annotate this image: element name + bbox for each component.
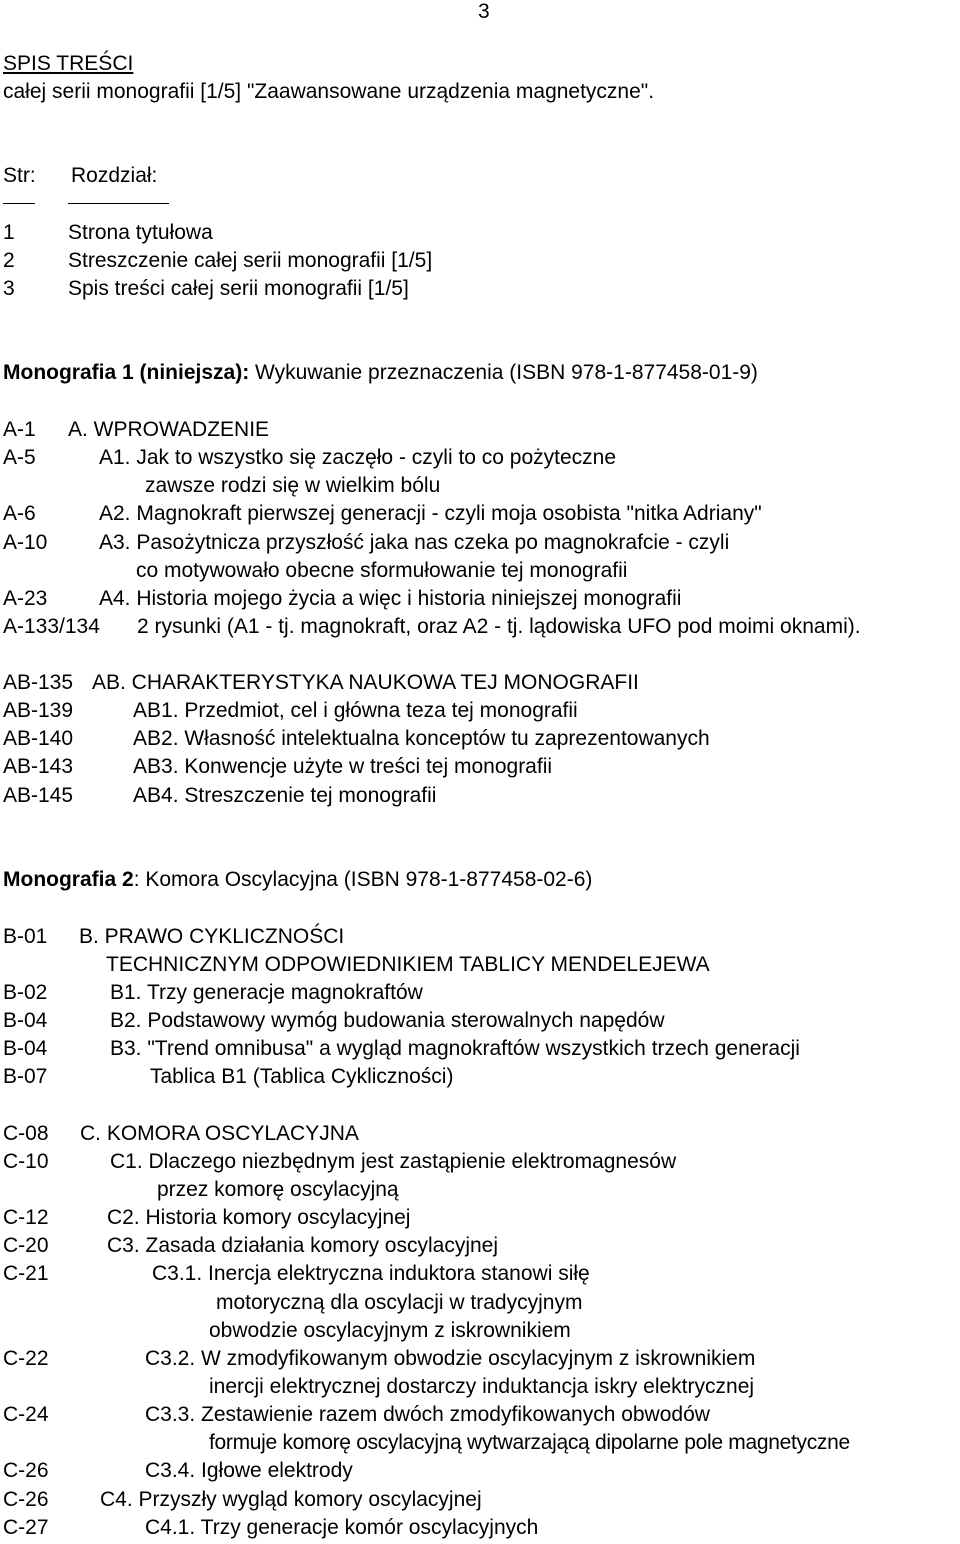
monograph-2-title: : Komora Oscylacyjna (ISBN 978-1-877458-02-6): [133, 868, 593, 891]
toc-entry-continuation: formuje komorę oscylacyjną wytwarzającą dipolarne pole magnetyczne: [209, 1431, 850, 1454]
toc-page: C-27: [3, 1516, 49, 1539]
toc-entry-continuation: obwodzie oscylacyjnym z iskrownikiem: [209, 1319, 571, 1342]
toc-entry: B1. Trzy generacje magnokraftów: [110, 981, 423, 1004]
intro-page: 2: [3, 249, 15, 272]
toc-page: C-10: [3, 1150, 49, 1173]
toc-page: AB-145: [3, 784, 74, 807]
toc-entry: AB1. Przedmiot, cel i główna teza tej monografii: [133, 699, 578, 722]
toc-entry: A3. Pasożytnicza przyszłość jaka nas czeka po magnokrafcie - czyli: [99, 531, 730, 554]
toc-entry: A. WPROWADZENIE: [68, 418, 270, 441]
toc-entry-continuation: TECHNICZNYM ODPOWIEDNIKIEM TABLICY MENDELEJEWA: [106, 953, 710, 976]
toc-page: C-08: [3, 1122, 49, 1145]
toc-entry: AB. CHARAKTERYSTYKA NAUKOWA TEJ MONOGRAFII: [92, 671, 639, 694]
toc-entry-continuation: co motywowało obecne sformułowanie tej monografii: [136, 559, 628, 582]
toc-page: B-01: [3, 925, 48, 948]
toc-entry: C3.3. Zestawienie razem dwóch zmodyfikowanych obwodów: [145, 1403, 710, 1426]
toc-page: C-20: [3, 1234, 49, 1257]
toc-entry: C3.2. W zmodyfikowanym obwodzie oscylacyjnym z iskrownikiem: [145, 1347, 756, 1370]
monograph-1-label: Monografia 1 (niniejsza):: [3, 361, 250, 384]
toc-entry: A1. Jak to wszystko się zaczęło - czyli to co pożyteczne: [99, 446, 617, 469]
toc-entry: A4. Historia mojego życia a więc i historia niniejszej monografii: [99, 587, 682, 610]
toc-page: AB-140: [3, 727, 74, 750]
toc-page: B-02: [3, 981, 48, 1004]
toc-entry-continuation: inercji elektrycznej dostarczy induktancja iskry elektrycznej: [209, 1375, 755, 1398]
toc-entry: B2. Podstawowy wymóg budowania sterowalnych napędów: [110, 1009, 665, 1032]
toc-entry: B3. "Trend omnibusa" a wygląd magnokraftów wszystkich trzech generacji: [110, 1037, 800, 1060]
monograph-2-label: Monografia 2: [3, 868, 134, 891]
toc-entry: C4.1. Trzy generacje komór oscylacyjnych: [145, 1516, 539, 1539]
toc-entry-continuation: motoryczną dla oscylacji w tradycyjnym: [216, 1291, 583, 1314]
toc-page: C-26: [3, 1488, 49, 1511]
toc-page: A-1: [3, 418, 36, 441]
intro-page: 1: [3, 221, 15, 244]
toc-page: C-22: [3, 1347, 49, 1370]
toc-page: C-24: [3, 1403, 49, 1426]
toc-entry: AB2. Własność intelektualna konceptów tu zaprezentowanych: [133, 727, 710, 750]
toc-entry-continuation: zawsze rodzi się w wielkim bólu: [145, 474, 441, 497]
toc-page: A-5: [3, 446, 36, 469]
toc-entry-continuation: przez komorę oscylacyjną: [157, 1178, 399, 1201]
toc-entry: Tablica B1 (Tablica Cykliczności): [150, 1065, 454, 1088]
intro-entry: Spis treści całej serii monografii [1/5]: [68, 277, 409, 300]
toc-page: B-04: [3, 1009, 48, 1032]
toc-entry: AB3. Konwencje użyte w treści tej monografii: [133, 755, 553, 778]
toc-entry: B. PRAWO CYKLICZNOŚCI: [79, 925, 345, 948]
toc-subtitle: całej serii monografii [1/5] "Zaawansowane urządzenia magnetyczne".: [3, 80, 655, 103]
intro-entry: Streszczenie całej serii monografii [1/5]: [68, 249, 433, 272]
column-rule-page: [3, 203, 35, 204]
monograph-2-heading: [3, 868, 592, 892]
toc-page: A-133/134: [3, 615, 100, 638]
toc-page: AB-139: [3, 699, 74, 722]
toc-entry: 2 rysunki (A1 - tj. magnokraft, oraz A2 - tj. lądowiska UFO pod moimi oknami).: [137, 615, 861, 638]
toc-page: B-07: [3, 1065, 48, 1088]
page-number: 3: [478, 0, 490, 23]
toc-entry: C3.1. Inercja elektryczna induktora stanowi siłę: [152, 1262, 590, 1285]
toc-page: C-21: [3, 1262, 49, 1285]
intro-page: 3: [3, 277, 15, 300]
toc-page: A-10: [3, 531, 48, 554]
toc-page: C-12: [3, 1206, 49, 1229]
toc-entry: C2. Historia komory oscylacyjnej: [107, 1206, 411, 1229]
toc-entry: A2. Magnokraft pierwszej generacji - czyli moja osobista "nitka Adriany": [99, 502, 762, 525]
toc-page: AB-143: [3, 755, 74, 778]
toc-entry: C4. Przyszły wygląd komory oscylacyjnej: [100, 1488, 482, 1511]
column-header-chapter: Rozdział:: [71, 164, 158, 187]
toc-title: SPIS TREŚCI: [3, 52, 134, 75]
column-rule-chapter: [68, 203, 169, 204]
monograph-1-title: Wykuwanie przeznaczenia (ISBN 978-1-877458-01-9): [249, 361, 758, 384]
column-header-page: Str:: [3, 164, 36, 187]
monograph-1-heading: [3, 361, 758, 385]
toc-entry: C3.4. Igłowe elektrody: [145, 1459, 353, 1482]
toc-page: AB-135: [3, 671, 74, 694]
toc-page: A-23: [3, 587, 48, 610]
toc-page: A-6: [3, 502, 36, 525]
toc-page: B-04: [3, 1037, 48, 1060]
toc-entry: AB4. Streszczenie tej monografii: [133, 784, 437, 807]
toc-entry: C1. Dlaczego niezbędnym jest zastąpienie elektromagnesów: [110, 1150, 677, 1173]
toc-entry: C. KOMORA OSCYLACYJNA: [80, 1122, 359, 1145]
toc-page: C-26: [3, 1459, 49, 1482]
intro-entry: Strona tytułowa: [68, 221, 213, 244]
toc-entry: C3. Zasada działania komory oscylacyjnej: [107, 1234, 499, 1257]
